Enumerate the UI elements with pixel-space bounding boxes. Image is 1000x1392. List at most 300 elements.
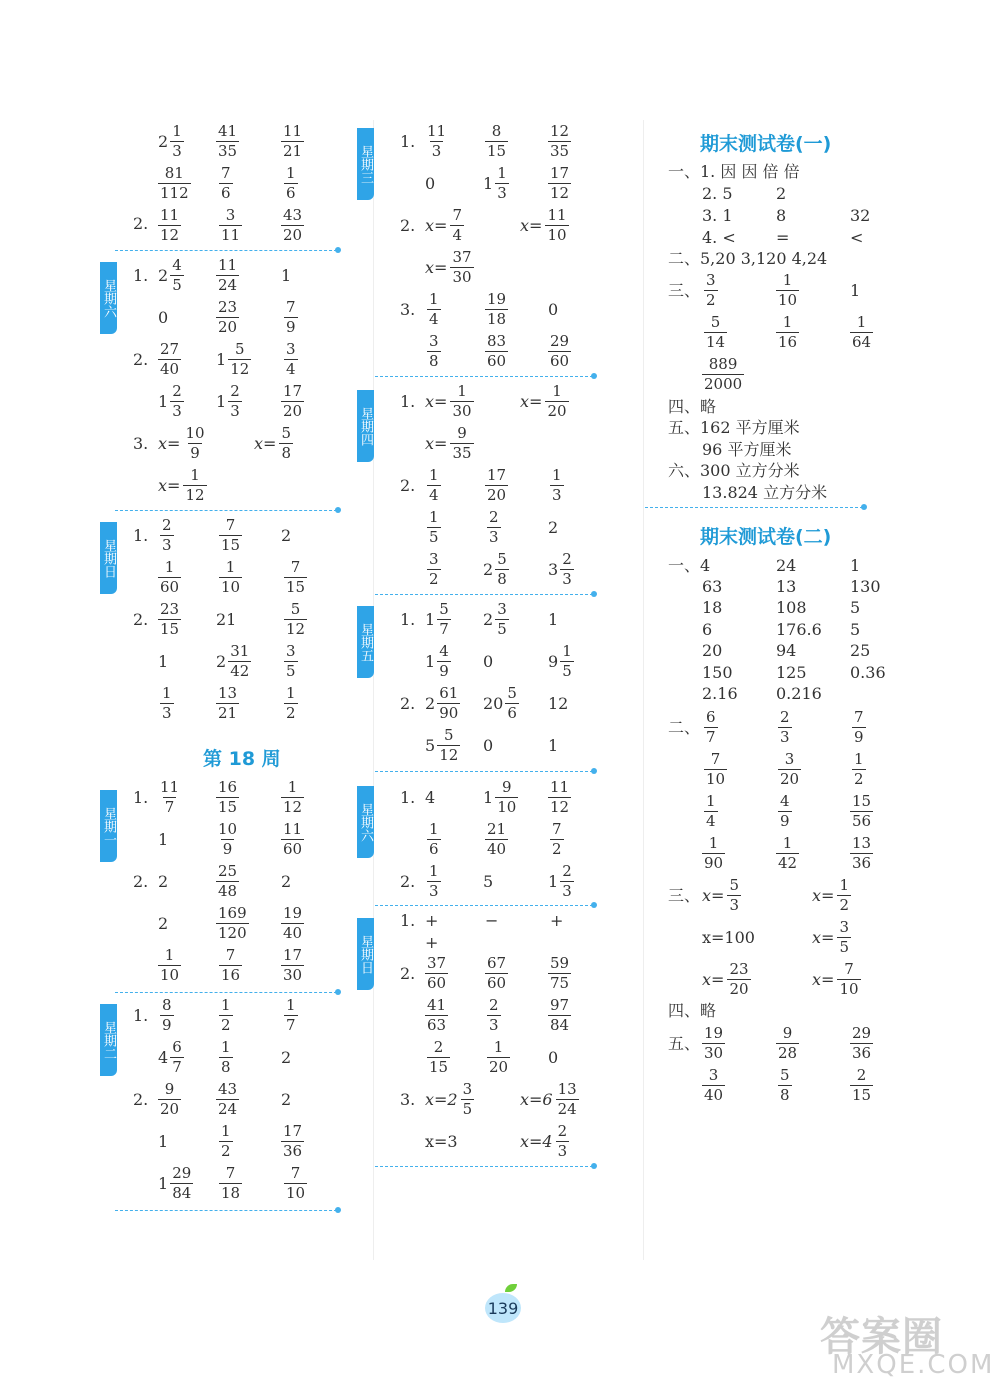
numerator: 5 [710, 313, 721, 331]
answer-text: = [776, 228, 790, 247]
numerator: 5 [497, 550, 507, 568]
fraction [219, 1124, 233, 1159]
numerator: 17 [283, 382, 303, 400]
section-separator [375, 771, 593, 772]
denominator: 42 [778, 854, 798, 872]
weekday-tab: 星期五 [357, 606, 374, 678]
denominator: 3 [552, 486, 562, 504]
answer-text: 2.16 [702, 684, 738, 703]
equation-prefix: x= [425, 216, 448, 235]
numerator: 1 [782, 271, 793, 289]
denominator: 3 [497, 184, 507, 202]
numerator: 6 [172, 1038, 182, 1056]
denominator: 36 [852, 854, 872, 872]
numerator: 29 [852, 1024, 872, 1042]
numerator: 169 [218, 904, 247, 922]
denominator: 84 [550, 1016, 570, 1034]
fraction [219, 1166, 242, 1201]
answer-text: 2. [400, 216, 416, 235]
denominator: 5 [497, 620, 507, 638]
denominator: 35 [452, 444, 472, 462]
denominator: 63 [427, 1016, 447, 1034]
denominator: 5 [429, 528, 439, 546]
numerator: 2 [489, 996, 499, 1014]
denominator: 8 [497, 570, 507, 588]
fraction [560, 644, 574, 679]
fraction [548, 956, 571, 991]
denominator: 12 [550, 798, 570, 816]
fraction [850, 836, 873, 871]
fraction [776, 1026, 799, 1061]
denominator: 16 [778, 333, 798, 351]
numerator: 59 [550, 954, 570, 972]
answer-text: 1. [400, 911, 416, 930]
denominator: 3 [172, 402, 182, 420]
numerator: 1 [429, 466, 439, 484]
answer-text: 4 [425, 788, 436, 807]
denominator: 60 [487, 352, 507, 370]
denominator: 2 [854, 770, 864, 788]
numerator: 2 [780, 708, 790, 726]
fraction [485, 822, 508, 857]
numerator: 4 [780, 792, 790, 810]
denominator: 14 [706, 333, 726, 351]
denominator: 15 [487, 142, 507, 160]
fraction [219, 166, 233, 201]
fraction [495, 780, 518, 815]
numerator: 21 [487, 820, 507, 838]
denominator: 2 [706, 291, 716, 309]
fraction [702, 836, 725, 871]
watermark-url: MXQE.COM [832, 1350, 995, 1380]
equation-answer [158, 426, 207, 461]
whole-part: 2 [216, 652, 227, 671]
numerator: 9 [501, 778, 512, 796]
denominator: 10 [706, 770, 726, 788]
denominator: 3 [429, 882, 439, 900]
denominator: 30 [704, 1044, 724, 1062]
answer-text: 0 [548, 300, 559, 319]
denominator: 9 [854, 728, 864, 746]
numerator: 7 [552, 820, 562, 838]
fraction [183, 426, 206, 461]
numerator: 97 [550, 996, 570, 1014]
answer-text: 3. [400, 1090, 416, 1109]
answer-text: < [850, 228, 864, 247]
fraction [425, 124, 448, 159]
denominator: 30 [283, 966, 303, 984]
numerator: 1 [854, 750, 864, 768]
answer-text: 2. [133, 350, 149, 369]
numerator: 1 [429, 820, 439, 838]
fraction [450, 384, 473, 419]
numerator: 8 [162, 996, 172, 1014]
numerator: 23 [218, 298, 238, 316]
fraction [852, 710, 866, 745]
denominator: 10 [778, 291, 798, 309]
equation-answer [254, 426, 293, 461]
fraction [281, 822, 304, 857]
denominator: 36 [852, 1044, 872, 1062]
mixed-number [548, 552, 574, 587]
numerator: 7 [452, 206, 462, 224]
fraction [727, 878, 741, 913]
denominator: 6 [221, 184, 231, 202]
fraction [545, 384, 568, 419]
answer-text: 0 [548, 1048, 559, 1067]
numerator: 3 [784, 750, 795, 768]
whole-part: 1 [158, 1174, 169, 1193]
answer-text: 1. [133, 788, 149, 807]
answer-text: 20 [702, 641, 723, 660]
equation-prefix: x=2 [425, 1090, 458, 1109]
denominator: 10 [286, 1184, 306, 1202]
numerator: 11 [160, 206, 180, 224]
denominator: 40 [160, 360, 180, 378]
equation-prefix: x=6 [520, 1090, 553, 1109]
mixed-number [158, 384, 184, 419]
mixed-number [483, 602, 509, 637]
answer-text: 4. < [702, 228, 736, 247]
denominator: 2 [286, 704, 296, 722]
numerator: 3 [708, 1066, 719, 1084]
page-number: 139 [485, 1293, 521, 1323]
numerator: 23 [729, 960, 749, 978]
fraction [281, 948, 304, 983]
fraction [560, 552, 574, 587]
answer-text: 63 [702, 577, 723, 596]
numerator: 1 [856, 313, 867, 331]
fraction [170, 1166, 193, 1201]
fraction [158, 602, 181, 637]
fraction [281, 208, 304, 243]
answer-text: 1. [400, 610, 416, 629]
answer-text: x=100 [702, 928, 755, 947]
answer-text: 108 [776, 598, 807, 617]
numerator: 1 [221, 1038, 231, 1056]
answer-text: 18 [702, 598, 723, 617]
whole-part: 1 [548, 872, 559, 891]
fraction [776, 273, 799, 308]
fraction [556, 1124, 570, 1159]
denominator: 10 [839, 980, 859, 998]
numerator: 2 [162, 516, 172, 534]
denominator: 8 [221, 1058, 231, 1076]
numerator: 2 [230, 382, 240, 400]
fraction [702, 357, 744, 392]
fraction [550, 468, 564, 503]
denominator: 12 [160, 226, 180, 244]
weekday-tab: 星期六 [357, 786, 374, 858]
fraction [228, 384, 242, 419]
whole-part: 2 [483, 610, 494, 629]
denominator: 112 [160, 184, 189, 202]
equation-answer [812, 962, 861, 997]
numerator: 4 [172, 256, 182, 274]
denominator: 15 [218, 798, 238, 816]
equation-answer [812, 878, 851, 913]
answer-text: 130 [850, 577, 881, 596]
fraction [450, 208, 464, 243]
numerator: 1 [429, 862, 439, 880]
numerator: 11 [547, 206, 567, 224]
fraction [284, 342, 298, 377]
answer-text: 2. [400, 964, 416, 983]
whole-part: 1 [425, 652, 436, 671]
equation-prefix: x= [520, 216, 543, 235]
denominator: 15 [852, 1086, 872, 1104]
section-separator [375, 905, 593, 906]
equation-answer [520, 384, 569, 419]
fraction [281, 1124, 304, 1159]
fraction [778, 1068, 792, 1103]
answer-text: 3. [400, 300, 416, 319]
equation-prefix: x=4 [520, 1132, 553, 1151]
fraction [425, 956, 448, 991]
mixed-number [483, 166, 509, 201]
answer-text: 2. [400, 694, 416, 713]
denominator: 3 [162, 704, 172, 722]
fraction [170, 258, 184, 293]
answer-text: 五、162 平方厘米 [668, 418, 800, 437]
equation-answer [425, 208, 464, 243]
denominator: 48 [218, 882, 238, 900]
equation-prefix: x= [254, 434, 277, 453]
denominator: 9 [190, 444, 200, 462]
denominator: 9 [286, 318, 296, 336]
denominator: 2 [221, 1142, 231, 1160]
fraction [702, 1026, 725, 1061]
answer-text: 176.6 [776, 620, 822, 639]
answer-text: 2 [776, 184, 787, 203]
section-separator [115, 992, 337, 993]
fraction [850, 1068, 873, 1103]
fraction [450, 426, 473, 461]
fraction [778, 794, 792, 829]
numerator: 31 [230, 642, 250, 660]
fraction [837, 962, 860, 997]
answer-text: 0 [425, 174, 436, 193]
mixed-number [483, 780, 518, 815]
fraction [216, 822, 239, 857]
weekday-tab: 星期日 [357, 918, 374, 990]
fraction [704, 752, 727, 787]
fraction [427, 468, 441, 503]
denominator: 3 [562, 570, 572, 588]
denominator: 3 [431, 142, 442, 160]
numerator: 5 [729, 876, 739, 894]
numerator: 7 [844, 960, 854, 978]
column-divider [373, 120, 374, 1260]
denominator: 4 [452, 226, 462, 244]
fraction [158, 948, 181, 983]
fraction [556, 1082, 579, 1117]
equation-answer [702, 962, 751, 997]
numerator: 10 [185, 424, 205, 442]
numerator: 1 [706, 792, 716, 810]
answer-text: 1. [133, 1006, 149, 1025]
weekday-tab: 星期三 [357, 128, 374, 200]
denominator: 3 [557, 1142, 568, 1160]
numerator: 7 [290, 558, 301, 576]
answer-text: 3. 1 [702, 206, 733, 225]
denominator: 15 [286, 578, 306, 596]
section-separator [375, 1166, 593, 1167]
section-separator [645, 507, 863, 508]
fraction [495, 552, 509, 587]
mixed-number [158, 124, 184, 159]
denominator: 35 [550, 142, 570, 160]
denominator: 42 [230, 662, 250, 680]
denominator: 12 [283, 798, 303, 816]
denominator: 15 [429, 1058, 449, 1076]
answer-text: 二、 [668, 718, 701, 737]
answer-text: 5 [850, 598, 861, 617]
mixed-number [158, 1040, 184, 1075]
denominator: 3 [729, 896, 739, 914]
fraction [485, 292, 508, 327]
denominator: 8 [780, 1086, 790, 1104]
denominator: 7 [164, 798, 175, 816]
fraction [495, 602, 509, 637]
numerator: 7 [710, 750, 721, 768]
numerator: 81 [164, 164, 184, 182]
answer-text: 1. [400, 392, 416, 411]
denominator: 5 [172, 276, 182, 294]
numerator: 5 [281, 424, 291, 442]
answer-text: 1 [850, 556, 861, 575]
answer-text: 125 [776, 663, 807, 682]
fraction [495, 166, 509, 201]
section-separator [115, 1210, 337, 1211]
denominator: 4 [429, 310, 439, 328]
fraction [158, 1082, 181, 1117]
fraction [219, 518, 242, 553]
equation-prefix: x= [702, 970, 725, 989]
answer-text: 0 [158, 308, 169, 327]
numerator: 83 [487, 332, 507, 350]
answer-text: 五、 [668, 1034, 701, 1053]
answer-text: 0.36 [850, 663, 886, 682]
numerator: 9 [782, 1024, 793, 1042]
denominator: 2 [839, 896, 849, 914]
fraction [704, 273, 718, 308]
fraction [158, 560, 181, 595]
fraction [284, 300, 298, 335]
fraction [487, 998, 501, 1033]
denominator: 3 [172, 142, 182, 160]
fraction [550, 822, 564, 857]
answer-text: 1. [400, 132, 416, 151]
numerator: 43 [218, 1080, 238, 1098]
fraction [219, 948, 242, 983]
denominator: 7 [172, 1058, 182, 1076]
fraction [216, 864, 239, 899]
numerator: 1 [429, 290, 439, 308]
numerator: 7 [286, 298, 296, 316]
denominator: 20 [489, 1058, 509, 1076]
answer-text: 2. [133, 1090, 149, 1109]
whole-part: 1 [483, 174, 494, 193]
numerator: 1 [190, 466, 200, 484]
denominator: 5 [562, 662, 572, 680]
denominator: 20 [283, 226, 303, 244]
denominator: 7 [286, 1016, 296, 1034]
fraction [284, 686, 298, 721]
equation-answer [702, 878, 741, 913]
fraction [704, 710, 718, 745]
numerator: 1 [286, 684, 296, 702]
numerator: 1 [839, 876, 849, 894]
fraction [427, 552, 441, 587]
fraction [170, 1040, 184, 1075]
fraction [850, 1026, 873, 1061]
numerator: 11 [160, 778, 180, 796]
fraction [778, 752, 801, 787]
fraction [281, 124, 304, 159]
answer-text: 5 [483, 872, 494, 891]
numerator: 3 [429, 550, 439, 568]
fraction [505, 686, 519, 721]
denominator: 36 [283, 1142, 303, 1160]
denominator: 8 [281, 444, 291, 462]
fraction [545, 208, 568, 243]
weekday-tab: 星期六 [100, 262, 117, 334]
numerator: 23 [160, 600, 180, 618]
answer-text: 1. [400, 788, 416, 807]
fraction [837, 920, 851, 955]
whole-part: 1 [158, 392, 169, 411]
numerator: 41 [218, 122, 238, 140]
fraction [219, 560, 242, 595]
fraction [284, 1166, 307, 1201]
fraction [837, 878, 851, 913]
whole-part: 5 [425, 736, 436, 755]
answer-text: 13.824 立方分米 [702, 483, 828, 502]
denominator: 6 [429, 840, 439, 858]
numerator: 29 [550, 332, 570, 350]
fraction [427, 864, 441, 899]
numerator: 13 [557, 1080, 577, 1098]
denominator: 11 [221, 226, 241, 244]
fraction [702, 1068, 725, 1103]
answer-text: 25 [850, 641, 871, 660]
answer-text: + [550, 911, 564, 930]
numerator: 1 [172, 122, 182, 140]
column-divider [643, 120, 644, 1260]
fraction [427, 292, 441, 327]
equation-answer [520, 1124, 569, 1159]
equation-answer [425, 1082, 474, 1117]
fraction [216, 1082, 239, 1117]
answer-text: 四、略 [668, 397, 717, 416]
section-separator [115, 510, 337, 511]
equation-prefix: x= [702, 886, 725, 905]
denominator: 20 [547, 402, 567, 420]
denominator: 6 [286, 184, 296, 202]
denominator: 12 [286, 620, 306, 638]
fraction [281, 384, 304, 419]
numerator: 37 [427, 954, 447, 972]
numerator: 9 [164, 1080, 175, 1098]
denominator: 9 [162, 1016, 172, 1034]
numerator: 2 [489, 508, 499, 526]
fraction [219, 998, 233, 1033]
numerator: 3 [225, 206, 236, 224]
equation-answer [425, 250, 474, 285]
denominator: 4 [286, 360, 296, 378]
fraction [437, 728, 460, 763]
